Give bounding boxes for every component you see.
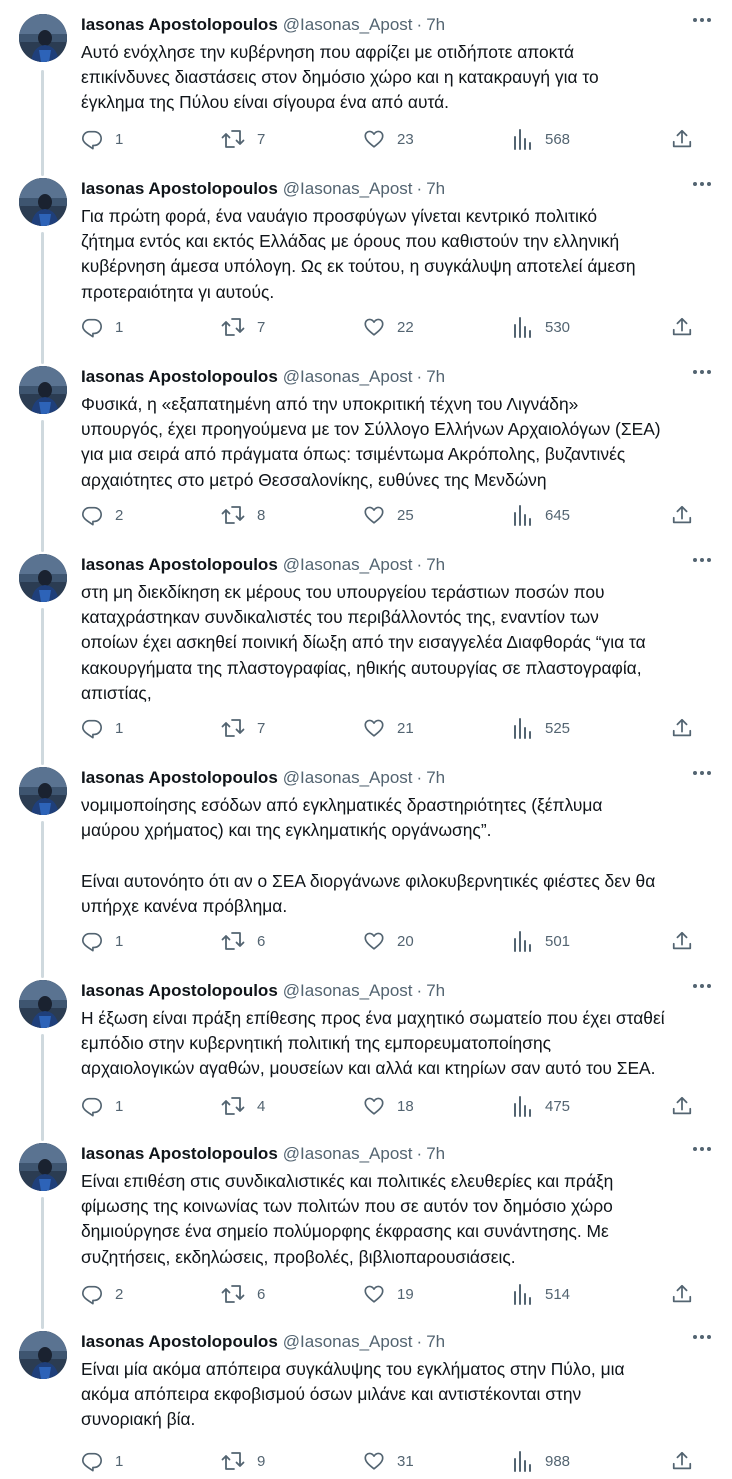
retweet-button[interactable] [221, 1282, 265, 1306]
tweet-text: Για πρώτη φορά, ένα ναυάγιο προσφύγων γίνεται κεντρικό πολιτικό ζήτημα εντός και εκτός Ελλάδας με όρους που καθιστούν την ελληνική κυβέρνηση άμεσα υπόλογη. Ως εκ τούτου, η συγκάλυψη αποτελεί άμεση προτεραιότητα γι αυτούς. [81, 206, 636, 302]
separator-dot: · [416, 768, 423, 787]
author-name[interactable]: Iasonas Apostolopoulos [81, 1332, 278, 1351]
like-button[interactable] [363, 503, 414, 527]
views-button[interactable] [513, 1094, 570, 1118]
retweet-icon [221, 717, 245, 739]
reply-count: 1 [115, 932, 124, 950]
author-handle[interactable]: @Iasonas_Apost [282, 1144, 413, 1163]
retweet-button[interactable] [221, 315, 265, 339]
heart-icon [363, 1450, 385, 1472]
tweet-header [81, 14, 712, 36]
heart-icon [363, 128, 385, 150]
author-handle[interactable]: @Iasonas_Apost [282, 367, 413, 386]
analytics-icon [513, 504, 533, 526]
share-button[interactable] [671, 315, 693, 339]
separator-dot: · [416, 15, 423, 34]
reply-button[interactable] [81, 1094, 123, 1118]
tweet[interactable] [0, 1317, 732, 1479]
tweet-header [81, 366, 712, 388]
share-button[interactable] [671, 503, 693, 527]
action-bar [81, 315, 711, 339]
separator-dot: · [416, 367, 423, 386]
reply-icon [81, 128, 103, 150]
action-bar [81, 929, 711, 953]
author-handle[interactable]: @Iasonas_Apost [282, 981, 413, 1000]
heart-icon [363, 1283, 385, 1305]
reply-button[interactable] [81, 1282, 123, 1306]
reply-button[interactable] [81, 1449, 123, 1473]
views-button[interactable] [513, 1449, 570, 1473]
analytics-icon [513, 1095, 533, 1117]
share-button[interactable] [671, 1282, 693, 1306]
avatar[interactable] [19, 1143, 67, 1191]
author-name[interactable]: Iasonas Apostolopoulos [81, 367, 278, 386]
retweet-icon [221, 930, 245, 952]
author-name[interactable]: Iasonas Apostolopoulos [81, 15, 278, 34]
action-bar [81, 1094, 711, 1118]
more-icon[interactable] [690, 976, 714, 996]
retweet-icon [221, 1095, 245, 1117]
retweet-button[interactable] [221, 503, 265, 527]
timestamp[interactable]: 7h [426, 555, 446, 574]
tweet-text: Αυτό ενόχλησε την κυβέρνηση που αφρίζει με οτιδήποτε αποκτά επικίνδυνες διαστάσεις στον δημόσιο χώρο και η κατακραυγή για το έγκλημα της Πύλου είναι σίγουρα ένα από αυτά. [81, 42, 599, 113]
avatar[interactable] [19, 14, 67, 62]
like-button[interactable] [363, 127, 414, 151]
tweet-header [81, 980, 712, 1002]
reply-icon [81, 504, 103, 526]
tweet-text: νομιμοποίησης εσόδων από εγκληματικές δραστηριότητες (ξέπλυμα μαύρου χρήματος) και της εγκληματικής οργάνωσης”. Είναι αυτονόητο ότι αν ο ΣΕΑ διοργάνωνε φιλοκυβερνητικές φιέστες δεν θα υπήρχε κανένα πρόβλημα. [81, 795, 656, 916]
reply-button[interactable] [81, 315, 123, 339]
tweet[interactable] [0, 753, 732, 966]
like-count: 23 [397, 130, 414, 148]
author-handle[interactable]: @Iasonas_Apost [282, 15, 413, 34]
heart-icon [363, 1095, 385, 1117]
like-count: 21 [397, 719, 414, 737]
views-button[interactable] [513, 127, 570, 151]
views-count: 475 [545, 1097, 571, 1115]
analytics-icon [513, 1450, 533, 1472]
tweet-text: Η έξωση είναι πράξη επίθεσης προς ένα μαχητικό σωματείο που έχει σταθεί εμπόδιο στην κυβερνητική πολιτική της εμπορευματοποίησης αρχαιολογικών αγαθών, μουσείων και αλλά και κτηρίων σαν αυτό του ΣΕΑ. [81, 1008, 665, 1079]
action-bar [81, 716, 711, 740]
retweet-count: 7 [257, 130, 266, 148]
tweet[interactable] [0, 540, 732, 753]
share-icon [671, 1450, 693, 1472]
retweet-count: 6 [257, 932, 266, 950]
retweet-icon [221, 504, 245, 526]
avatar[interactable] [19, 980, 67, 1028]
views-count: 501 [545, 932, 571, 950]
author-name[interactable]: Iasonas Apostolopoulos [81, 555, 278, 574]
reply-count: 2 [115, 506, 124, 524]
share-button[interactable] [671, 127, 693, 151]
share-button[interactable] [671, 716, 693, 740]
like-button[interactable] [363, 716, 414, 740]
action-bar [81, 127, 711, 151]
heart-icon [363, 316, 385, 338]
retweet-icon [221, 1283, 245, 1305]
retweet-count: 7 [257, 318, 266, 336]
reply-button[interactable] [81, 929, 123, 953]
author-handle[interactable]: @Iasonas_Apost [282, 1332, 413, 1351]
reply-button[interactable] [81, 127, 123, 151]
retweet-button[interactable] [221, 716, 265, 740]
like-count: 18 [397, 1097, 414, 1115]
retweet-count: 4 [257, 1097, 266, 1115]
author-handle[interactable]: @Iasonas_Apost [282, 768, 413, 787]
share-icon [671, 316, 693, 338]
retweet-icon [221, 316, 245, 338]
like-count: 20 [397, 932, 414, 950]
views-button[interactable] [513, 503, 570, 527]
more-icon[interactable] [690, 763, 714, 783]
tweet-header [81, 1143, 712, 1165]
reply-button[interactable] [81, 716, 123, 740]
tweet-text: Είναι μία ακόμα απόπειρα συγκάλυψης του εγκλήματος στην Πύλο, μια ακόμα απόπειρα εκφοβισμού όσων μιλάνε και αντιστέκονται στην συνοριακή βία. [81, 1359, 625, 1430]
reply-count: 1 [115, 1097, 124, 1115]
like-button[interactable] [363, 1094, 414, 1118]
retweet-icon [221, 1450, 245, 1472]
views-button[interactable] [513, 929, 570, 953]
reply-icon [81, 1450, 103, 1472]
tweet[interactable] [0, 164, 732, 352]
tweet-header [81, 178, 712, 200]
share-icon [671, 128, 693, 150]
more-icon[interactable] [690, 1139, 714, 1159]
avatar[interactable] [19, 178, 67, 226]
reply-button[interactable] [81, 503, 123, 527]
share-icon [671, 504, 693, 526]
retweet-count: 8 [257, 506, 266, 524]
tweet-header [81, 554, 712, 576]
avatar[interactable] [19, 366, 67, 414]
tweet-text: Είναι επιθέση στις συνδικαλιστικές και πολιτικές ελευθερίες και πράξη φίμωσης της κοινωνίας των πολιτών που σε αυτόν τον δημόσιο χώρο δημιούργησε ένα σημείο πολύμορφης έκφρασης και συνάντησης. Με συζητήσεις, εκδηλώσεις, προβολές, βιβλιοπαρουσιάσεις. [81, 1171, 614, 1267]
views-count: 988 [545, 1452, 571, 1470]
reply-count: 1 [115, 719, 124, 737]
tweet-header [81, 1331, 712, 1353]
action-bar [81, 503, 711, 527]
more-icon[interactable] [690, 174, 714, 194]
author-name[interactable]: Iasonas Apostolopoulos [81, 1144, 278, 1163]
more-icon[interactable] [690, 362, 714, 382]
views-count: 514 [545, 1285, 571, 1303]
action-bar [81, 1449, 711, 1473]
like-count: 19 [397, 1285, 414, 1303]
views-button[interactable] [513, 716, 570, 740]
reply-icon [81, 717, 103, 739]
heart-icon [363, 504, 385, 526]
timestamp[interactable]: 7h [426, 1332, 446, 1351]
share-button[interactable] [671, 1449, 693, 1473]
analytics-icon [513, 1283, 533, 1305]
share-icon [671, 1283, 693, 1305]
author-name[interactable]: Iasonas Apostolopoulos [81, 179, 278, 198]
author-name[interactable]: Iasonas Apostolopoulos [81, 768, 278, 787]
analytics-icon [513, 128, 533, 150]
more-icon[interactable] [690, 550, 714, 570]
analytics-icon [513, 717, 533, 739]
avatar[interactable] [19, 1331, 67, 1379]
avatar[interactable] [19, 554, 67, 602]
retweet-count: 9 [257, 1452, 266, 1470]
like-count: 22 [397, 318, 414, 336]
like-button[interactable] [363, 1449, 414, 1473]
reply-count: 1 [115, 130, 124, 148]
views-button[interactable] [513, 1282, 570, 1306]
views-count: 525 [545, 719, 571, 737]
timestamp[interactable]: 7h [426, 981, 446, 1000]
analytics-icon [513, 930, 533, 952]
author-handle[interactable]: @Iasonas_Apost [282, 555, 413, 574]
tweet-header [81, 767, 712, 789]
separator-dot: · [416, 1332, 423, 1351]
timestamp[interactable]: 7h [426, 179, 446, 198]
retweet-button[interactable] [221, 1094, 265, 1118]
tweet-text: στη μη διεκδίκηση εκ μέρους του υπουργείου τεράστιων ποσών που καταχράστηκαν συνδικαλιστές του περιβάλλοντός της, εναντίον των οποίων έχει ασκηθεί ποινική δίωξη από την εισαγγελέα Διαφθοράς “για τα κακουργήματα της πλαστογραφίας, ηθικής αυτουργίας σε πλαστογραφία, απιστίας, [81, 582, 646, 703]
share-icon [671, 1095, 693, 1117]
separator-dot: · [416, 1144, 423, 1163]
more-icon[interactable] [690, 1327, 714, 1347]
tweet[interactable] [0, 352, 732, 540]
reply-count: 2 [115, 1285, 124, 1303]
timestamp[interactable]: 7h [426, 768, 446, 787]
tweet[interactable] [0, 0, 732, 164]
separator-dot: · [416, 179, 423, 198]
retweet-icon [221, 128, 245, 150]
author-handle[interactable]: @Iasonas_Apost [282, 179, 413, 198]
reply-icon [81, 930, 103, 952]
author-name[interactable]: Iasonas Apostolopoulos [81, 981, 278, 1000]
timestamp[interactable]: 7h [426, 1144, 446, 1163]
like-count: 31 [397, 1452, 414, 1470]
views-count: 568 [545, 130, 571, 148]
tweet[interactable] [0, 966, 732, 1129]
heart-icon [363, 717, 385, 739]
retweet-button[interactable] [221, 929, 265, 953]
separator-dot: · [416, 555, 423, 574]
reply-icon [81, 316, 103, 338]
retweet-button[interactable] [221, 127, 265, 151]
timestamp[interactable]: 7h [426, 367, 446, 386]
like-count: 25 [397, 506, 414, 524]
reply-count: 1 [115, 1452, 124, 1470]
action-bar [81, 1282, 711, 1306]
avatar[interactable] [19, 767, 67, 815]
tweet-text: Φυσικά, η «εξαπατημένη από την υποκριτική τέχνη του Λιγνάδη» υπουργός, έχει προηγούμενα με τον Σύλλογο Ελλήνων Αρχαιολόγων (ΣΕΑ) για μια σειρά από πράγματα όπως: τσιμέντωμα Ακρόπολης, βυζαντινές αρχαιότητες στο μετρό Θεσσαλονίκης, ευθύνες της Μενδώνη [81, 394, 661, 490]
reply-icon [81, 1095, 103, 1117]
retweet-button[interactable] [221, 1449, 265, 1473]
timestamp[interactable]: 7h [426, 15, 446, 34]
like-button[interactable] [363, 1282, 414, 1306]
share-icon [671, 930, 693, 952]
retweet-count: 6 [257, 1285, 266, 1303]
views-count: 645 [545, 506, 571, 524]
share-button[interactable] [671, 929, 693, 953]
like-button[interactable] [363, 929, 414, 953]
share-button[interactable] [671, 1094, 693, 1118]
more-icon[interactable] [690, 10, 714, 30]
share-icon [671, 717, 693, 739]
views-button[interactable] [513, 315, 570, 339]
analytics-icon [513, 316, 533, 338]
reply-count: 1 [115, 318, 124, 336]
separator-dot: · [416, 981, 423, 1000]
heart-icon [363, 930, 385, 952]
tweet[interactable] [0, 1129, 732, 1317]
views-count: 530 [545, 318, 571, 336]
retweet-count: 7 [257, 719, 266, 737]
reply-icon [81, 1283, 103, 1305]
like-button[interactable] [363, 315, 414, 339]
